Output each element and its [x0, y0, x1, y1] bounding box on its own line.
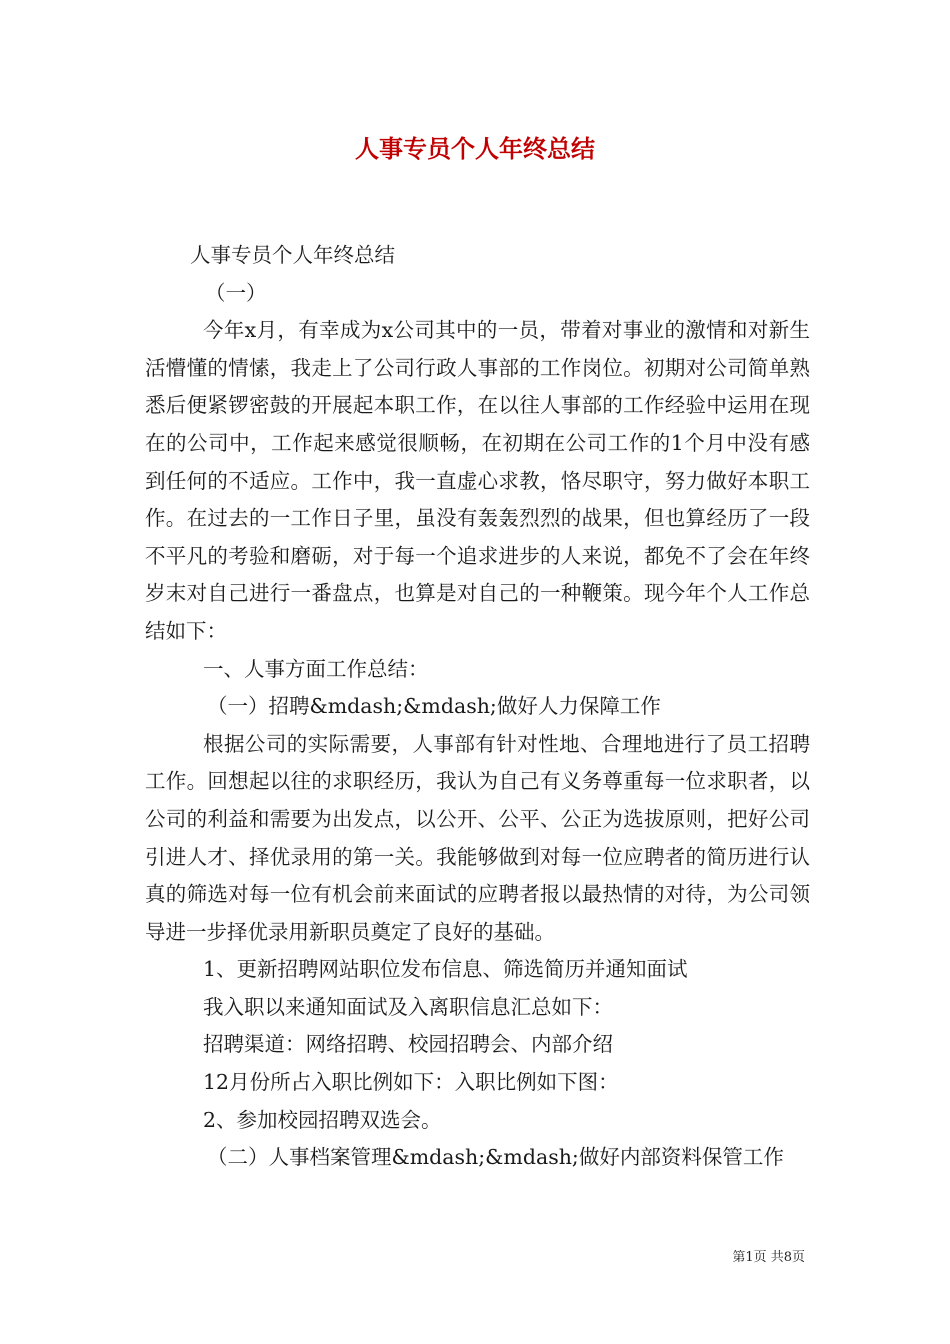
document-title: 人事专员个人年终总结 — [355, 135, 595, 163]
list-item-2: 2、参加校园招聘双选会。 — [203, 1107, 442, 1132]
list-item-1: 1、更新招聘网站职位发布信息、筛选简历并通知面试 — [203, 957, 688, 982]
paragraph-recruitment: 根据公司的实际需要，人事部有针对性地、合理地进行了员工招聘工作。回想起以往的求职经历，我认为自己有义务尊重每一位求职者，以公司的利益和需要为出发点，以公开、公平、公正为选拔原则，把好公司引进人才、择优录用的第一关。我能够做到对每一位应聘者的简历进行认真的筛选对每一位有机会前来面试的应聘者报以最热情的对待，为公司领导进一步择优录用新职员奠定了良好的基础。 — [145, 731, 810, 944]
ratio-line: 12月份所占入职比例如下：入职比例如下图： — [203, 1070, 619, 1095]
section-heading: 一、人事方面工作总结： — [203, 656, 429, 681]
summary-line: 我入职以来通知面试及入离职信息汇总如下： — [203, 994, 613, 1019]
subsection-heading-recruitment: （一）招聘&mdash;&mdash;做好人力保障工作 — [207, 694, 661, 719]
subsection-heading-archives: （二）人事档案管理&mdash;&mdash;做好内部资料保管工作 — [207, 1145, 784, 1170]
paragraph-intro: 今年x月，有幸成为x公司其中的一员，带着对事业的激情和对新生活懵懂的情愫，我走上了公司行政人事部的工作岗位。初期对公司简单熟悉后便紧锣密鼓的开展起本职工作，在以往人事部的工作经验中运用在现在的公司中，工作起来感觉很顺畅，在初期在公司工作的1个月中没有感到任何的不适应。工作中，我一直虚心求教，恪尽职守，努力做好本职工作。在过去的一工作日子里，虽没有轰轰烈烈的战果，但也算经历了一段不平凡的考验和磨砺，对于每一个追求进步的人来说，都免不了会在年终岁末对自己进行一番盘点，也算是对自己的一种鞭策。现今年个人工作总结如下： — [145, 318, 810, 643]
sub-heading: 人事专员个人年终总结 — [190, 243, 395, 267]
channels-line: 招聘渠道：网络招聘、校园招聘会、内部介绍 — [203, 1032, 613, 1057]
part-marker: （一） — [205, 280, 267, 305]
document-body — [145, 237, 810, 1177]
page-number: 第1页 共8页 — [732, 1250, 805, 1265]
